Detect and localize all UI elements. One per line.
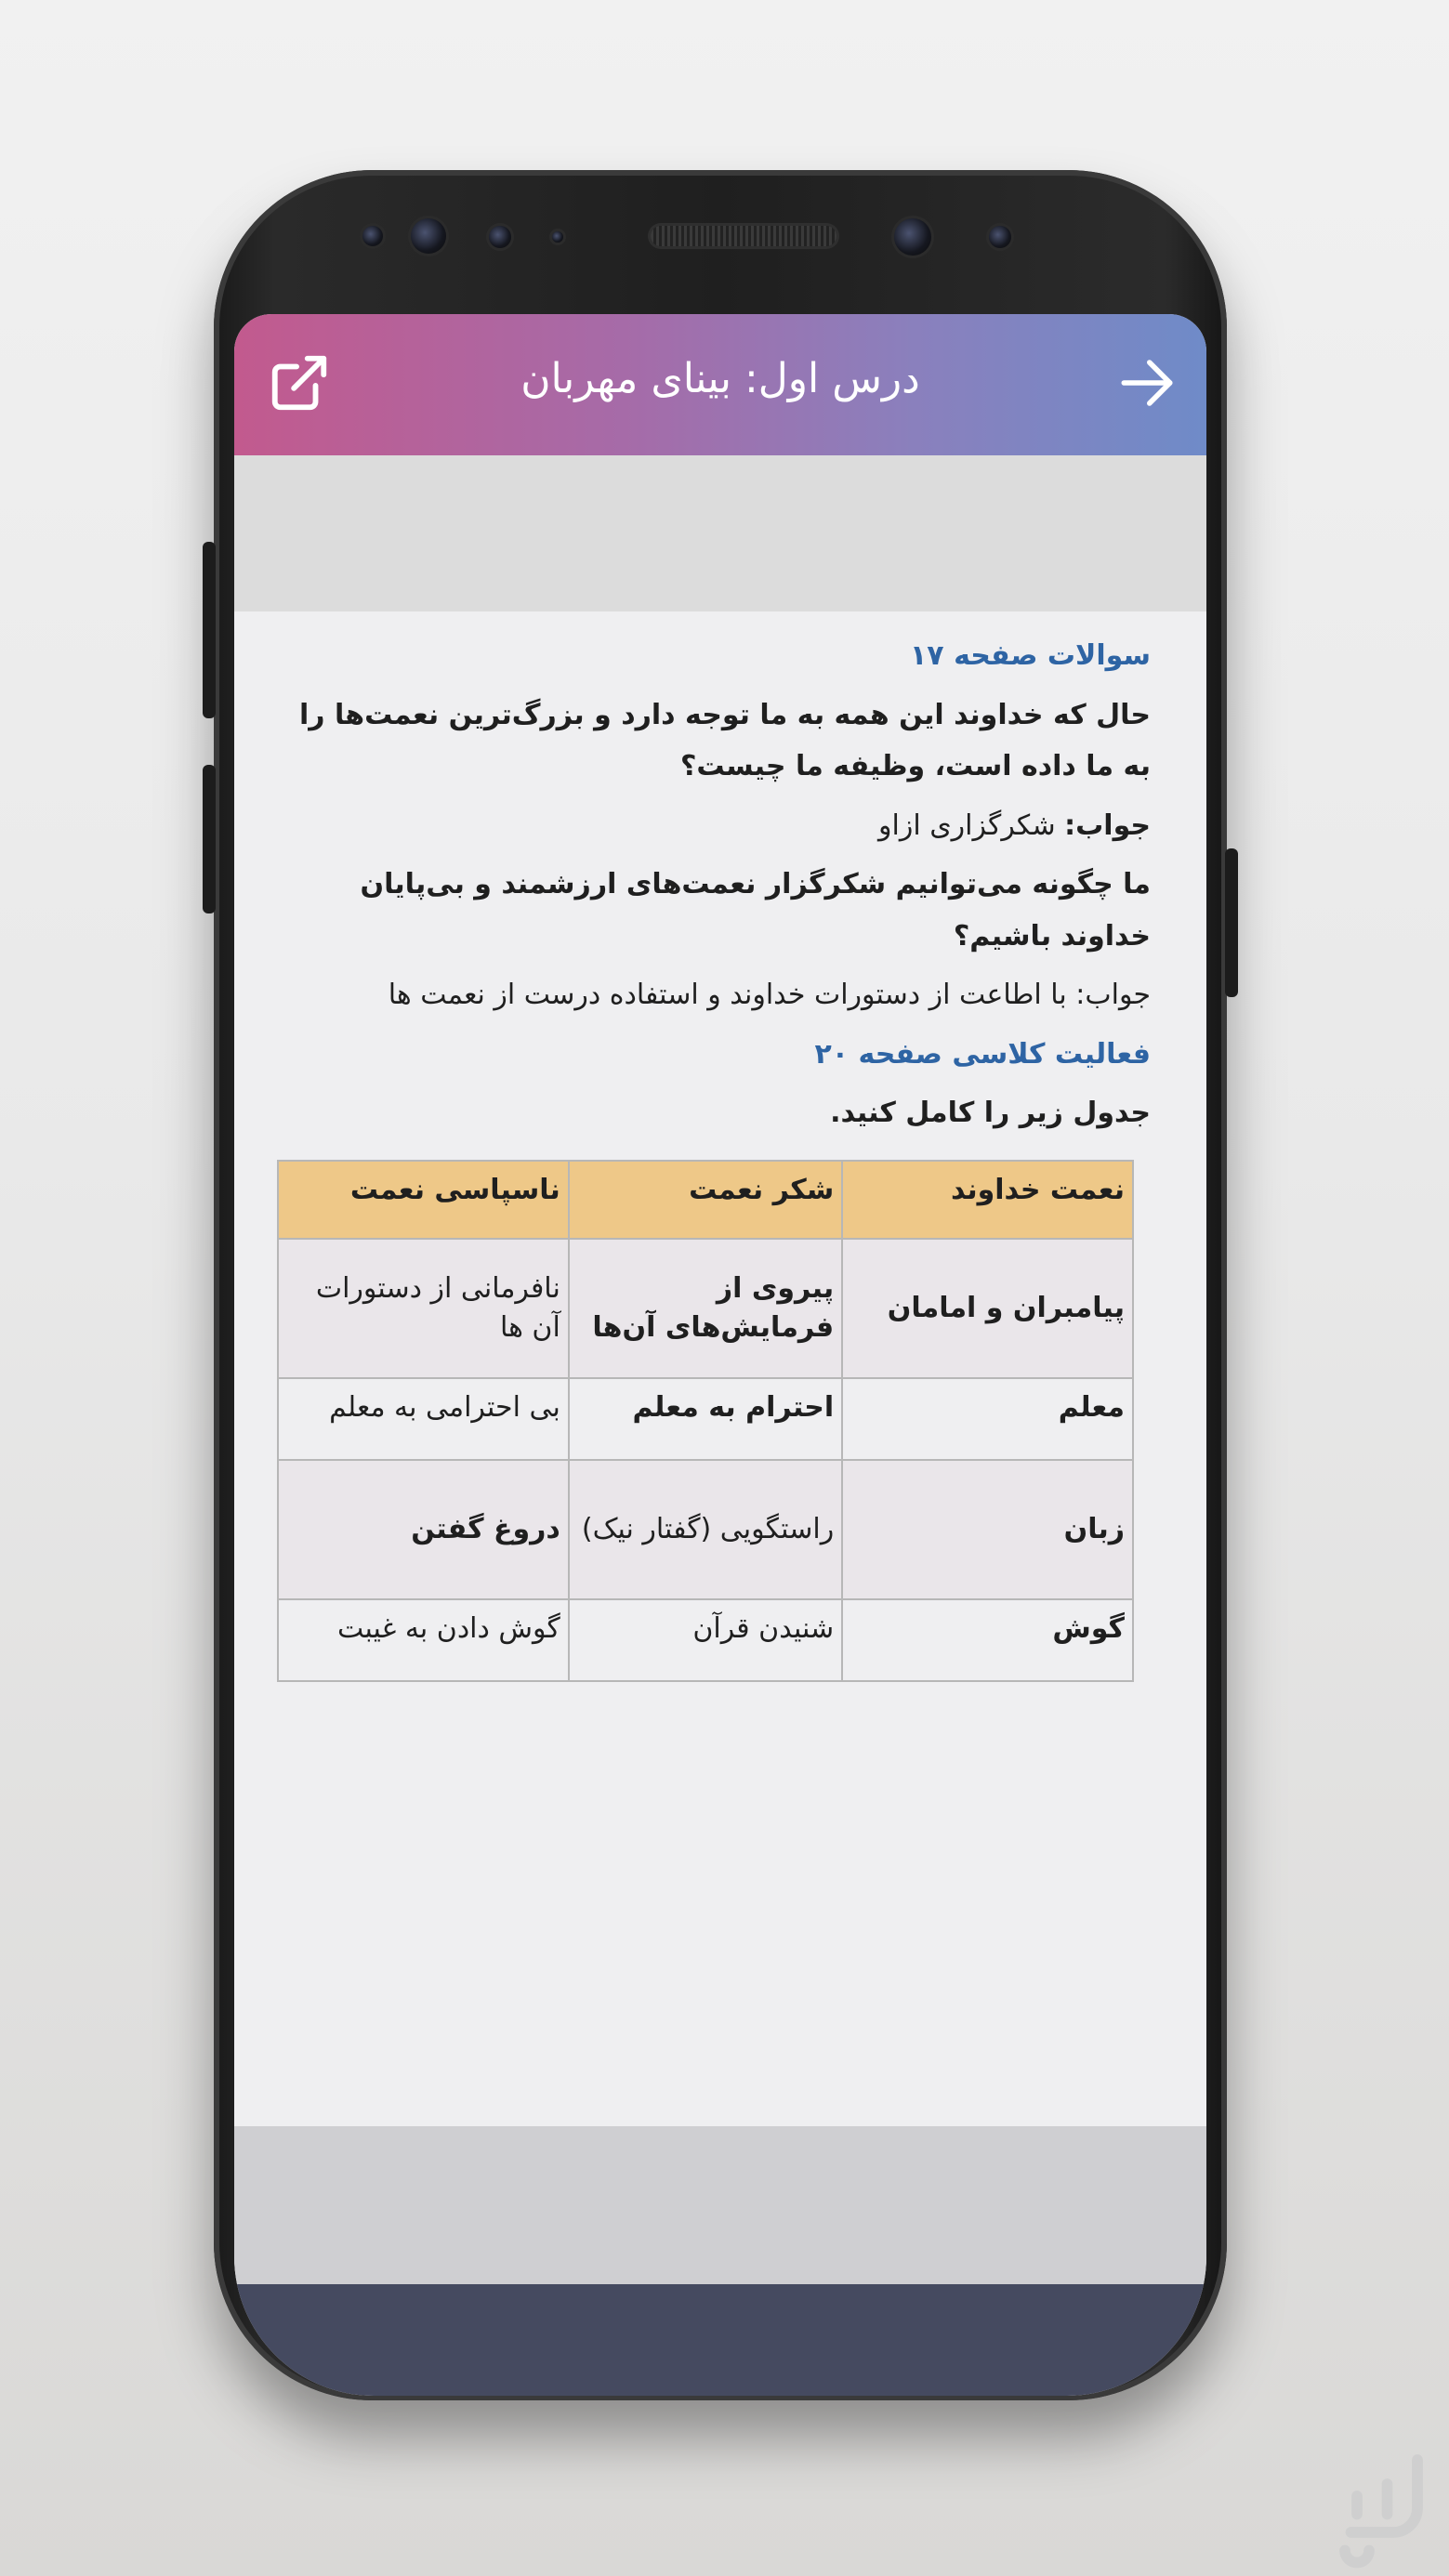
table-cell: پیامبران و امامان xyxy=(842,1239,1133,1378)
ad-banner-top[interactable] xyxy=(234,455,1206,611)
table-cell: احترام به معلم xyxy=(569,1378,842,1460)
bixby-button xyxy=(203,765,216,913)
app-bar xyxy=(234,314,1206,455)
table-cell: معلم xyxy=(842,1378,1133,1460)
activity-instruction: جدول زیر را کامل کنید. xyxy=(830,1097,1151,1129)
proximity-sensor xyxy=(362,226,383,246)
table-cell: شنیدن قرآن xyxy=(569,1599,842,1681)
table-cell: راستگویی (گفتار نیک) xyxy=(569,1460,842,1599)
led-sensor xyxy=(552,231,563,243)
iris-camera xyxy=(411,218,446,254)
light-sensor xyxy=(489,226,511,248)
table-cell: گوش دادن به غیبت xyxy=(278,1599,569,1681)
table-row xyxy=(278,1239,1133,1378)
volume-button xyxy=(203,542,216,718)
table-row xyxy=(278,1460,1133,1599)
power-button xyxy=(1225,848,1238,997)
section-heading-activity: فعالیت کلاسی صفحه ۲۰ xyxy=(814,1037,1151,1071)
iris-sensor xyxy=(989,226,1011,248)
arrow-right-icon xyxy=(1116,352,1178,414)
table-row xyxy=(278,1378,1133,1460)
ad-banner-bottom[interactable] xyxy=(234,2126,1206,2284)
answer-2: جواب: با اطاعت از دستورات خداوند و استفاده درست از نعمت ها xyxy=(388,979,1151,1011)
column-header: شکر نعمت xyxy=(569,1161,842,1239)
external-link-icon xyxy=(267,350,332,415)
phone-frame xyxy=(214,170,1227,2400)
lesson-content xyxy=(290,630,1151,1682)
table-cell: پیروی از فرمایش‌های آن‌ها xyxy=(569,1239,842,1378)
table-header-row xyxy=(278,1161,1133,1239)
answer-1 xyxy=(290,800,1151,852)
store-logo-icon xyxy=(1321,2448,1442,2569)
answer-1-text: شکرگزاری ازاو xyxy=(878,808,1065,842)
column-header: ناسپاسی نعمت xyxy=(278,1161,569,1239)
system-nav-bar xyxy=(234,2284,1206,2396)
table-cell: زبان xyxy=(842,1460,1133,1599)
share-button[interactable] xyxy=(262,346,336,420)
table-cell: گوش xyxy=(842,1599,1133,1681)
back-button[interactable] xyxy=(1110,346,1184,420)
table-cell: بی احترامی به معلم xyxy=(278,1378,569,1460)
table-cell: نافرمانی از دستورات آن ها xyxy=(278,1239,569,1378)
question-2: ما چگونه می‌توانیم شکرگزار نعمت‌های ارزشمند و بی‌پایان خداوند باشیم؟ xyxy=(360,868,1151,953)
question-1: حال که خداوند این همه به ما توجه دارد و بزرگ‌ترین نعمت‌ها را به ما داده است، وظیفه ما چیست؟ xyxy=(299,698,1151,782)
table-row xyxy=(278,1599,1133,1681)
table-cell: دروغ گفتن xyxy=(278,1460,569,1599)
page-title: درس اول: بینای مهربان xyxy=(520,355,920,402)
blessings-table xyxy=(277,1160,1134,1682)
answer-label: جواب: xyxy=(1064,808,1151,842)
front-camera xyxy=(894,218,931,256)
earpiece-speaker xyxy=(651,226,836,246)
column-header: نعمت خداوند xyxy=(842,1161,1133,1239)
section-heading-questions: سوالات صفحه ۱۷ xyxy=(910,639,1151,672)
screen xyxy=(234,314,1206,2396)
